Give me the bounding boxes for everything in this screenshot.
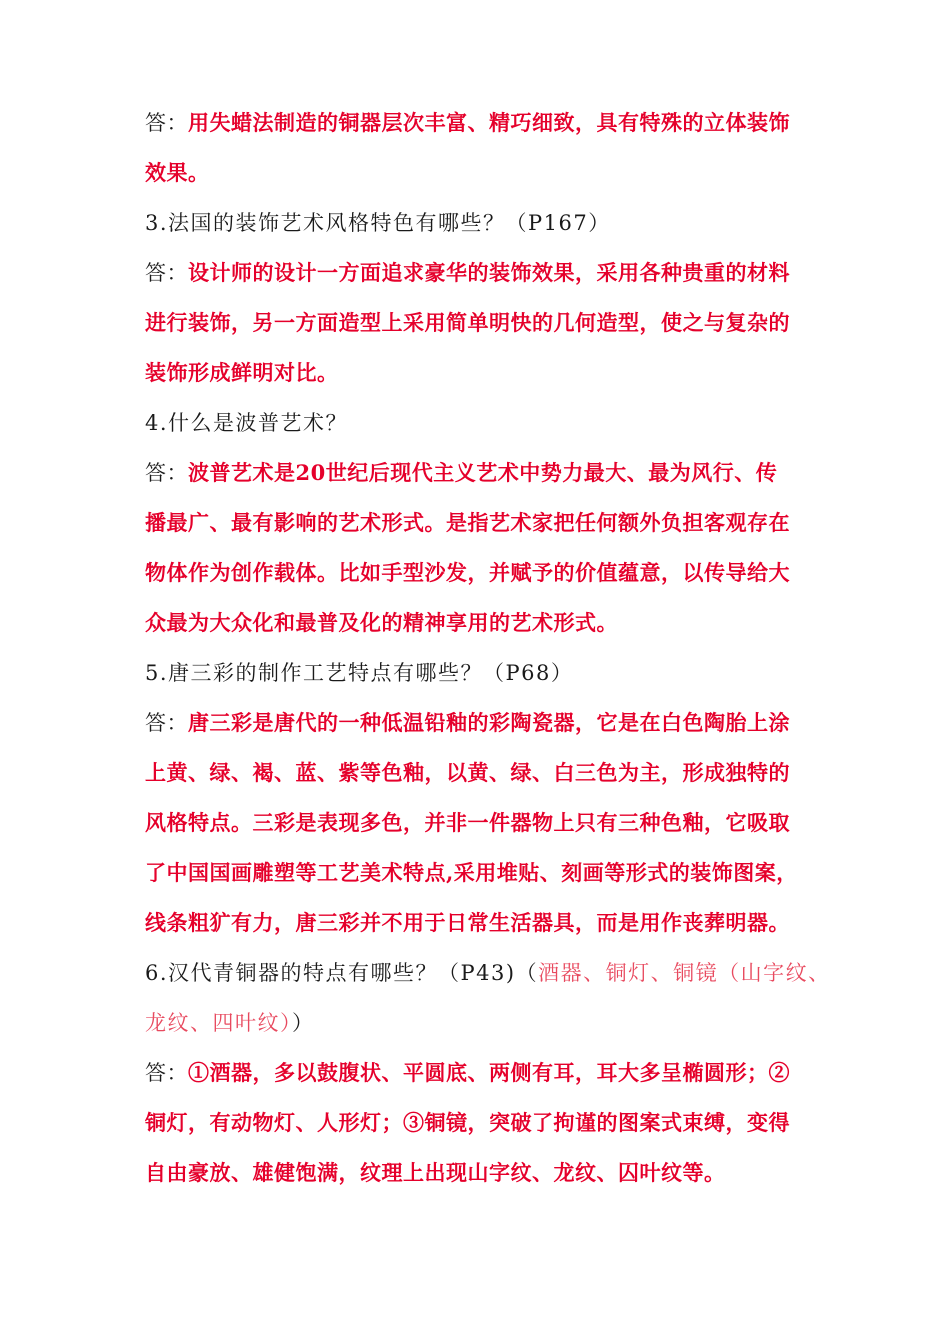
answer-4-line-2: 播最广、最有影响的艺术形式。是指艺术家把任何额外负担客观存在 bbox=[145, 510, 790, 535]
answer-label: 答： bbox=[145, 111, 188, 135]
answer-4-line-3: 物体作为创作载体。比如手型沙发，并赋予的价值蕴意，以传导给大 bbox=[145, 560, 790, 585]
question-6-note: 龙纹、四叶纹） bbox=[145, 1011, 292, 1035]
answer-6-line-1 bbox=[145, 1048, 817, 1098]
answer-5-line-1 bbox=[145, 698, 817, 748]
answer-4-line-4: 众最为大众化和最普及化的精神享用的艺术形式。 bbox=[145, 610, 618, 635]
answer-5-line-5: 线条粗犷有力，唐三彩并不用于日常生活器具，而是用作丧葬明器。 bbox=[145, 910, 790, 935]
answer-4-line-1 bbox=[145, 448, 817, 498]
answer-5-line-2: 上黄、绿、褐、蓝、紫等色釉，以黄、绿、白三色为主，形成独特的 bbox=[145, 760, 790, 785]
answer-text: ①酒器，多以鼓腹状、平圆底、两侧有耳，耳大多呈椭圆形；② bbox=[188, 1060, 790, 1085]
answer-6-line-3: 自由豪放、雄健饱满，纹理上出现山字纹、龙纹、囚叶纹等。 bbox=[145, 1160, 726, 1185]
answer-text: 唐三彩是唐代的一种低温铅釉的彩陶瓷器，它是在白色陶胎上涂 bbox=[188, 710, 790, 735]
answer-label: 答： bbox=[145, 1061, 188, 1085]
question-6-line-2 bbox=[145, 998, 817, 1048]
qa-content bbox=[145, 98, 831, 1198]
answer-1-line-2: 效果。 bbox=[145, 160, 210, 185]
question-6-prefix: 6.汉代青铜器的特点有哪些？（P43)（ bbox=[145, 961, 539, 985]
question-5: 5.唐三彩的制作工艺特点有哪些？（P68） bbox=[145, 661, 574, 685]
question-6-line-1 bbox=[145, 948, 831, 998]
answer-label: 答： bbox=[145, 711, 188, 735]
question-3: 3.法国的装饰艺术风格特色有哪些？（P167） bbox=[145, 211, 611, 235]
answer-label: 答： bbox=[145, 461, 188, 485]
answer-3-line-2: 进行装饰，另一方面造型上采用简单明快的几何造型，使之与复杂的 bbox=[145, 310, 790, 335]
answer-1-line-1 bbox=[145, 98, 817, 148]
answer-5-line-3: 风格特点。三彩是表现多色，并非一件器物上只有三种色釉，它吸取 bbox=[145, 810, 790, 835]
answer-3-line-3: 装饰形成鲜明对比。 bbox=[145, 360, 339, 385]
question-4: 4.什么是波普艺术？ bbox=[145, 411, 349, 435]
answer-text: 波普艺术是20世纪后现代主义艺术中势力最大、最为风行、传 bbox=[188, 460, 778, 485]
question-6-note: 酒器、铜灯、铜镜（山字纹、 bbox=[538, 961, 831, 985]
answer-text: 设计师的设计一方面追求豪华的装饰效果，采用各种贵重的材料 bbox=[188, 260, 790, 285]
answer-label: 答： bbox=[145, 261, 188, 285]
answer-5-line-4: 了中国国画雕塑等工艺美术特点,采用堆贴、刻画等形式的装饰图案， bbox=[145, 860, 798, 885]
answer-6-line-2: 铜灯，有动物灯、人形灯；③铜镜，突破了拘谨的图案式束缚，变得 bbox=[145, 1110, 790, 1135]
answer-3-line-1 bbox=[145, 248, 817, 298]
question-6-suffix: ） bbox=[292, 1011, 315, 1035]
answer-text: 用失蜡法制造的铜器层次丰富、精巧细致，具有特殊的立体装饰 bbox=[188, 110, 790, 135]
